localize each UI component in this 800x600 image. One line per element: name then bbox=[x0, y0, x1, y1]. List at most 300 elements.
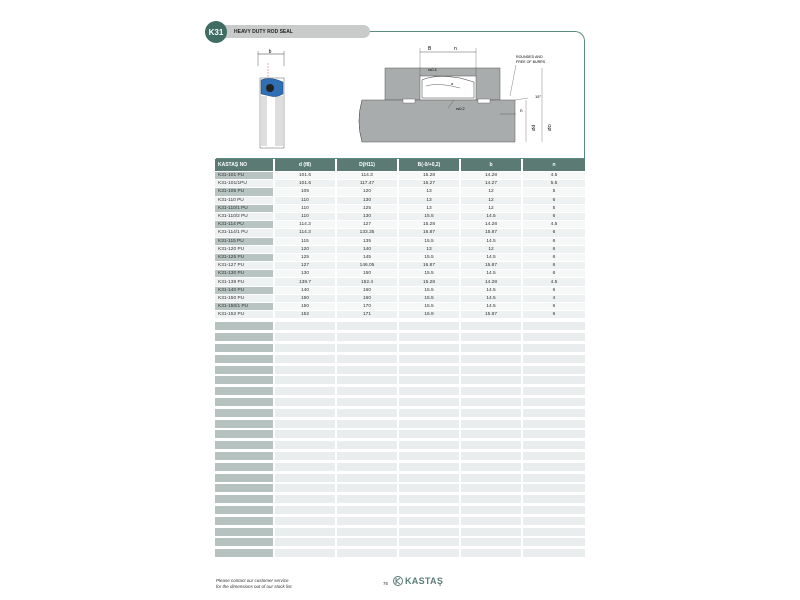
empty-cell bbox=[523, 463, 585, 471]
empty-cell bbox=[461, 398, 523, 406]
empty-table-row bbox=[215, 398, 585, 406]
table-cell: 130 bbox=[275, 270, 337, 278]
rounded-note-1: ROUNDED AND bbox=[516, 55, 543, 59]
empty-cell bbox=[337, 517, 399, 525]
empty-cell bbox=[399, 495, 461, 503]
table-cell: 6 bbox=[523, 238, 585, 246]
empty-cell bbox=[523, 495, 585, 503]
empty-table-row bbox=[215, 441, 585, 449]
page-number: 76 bbox=[383, 581, 389, 586]
table-cell: 133.35 bbox=[337, 229, 399, 237]
empty-cell bbox=[215, 517, 275, 525]
empty-cell bbox=[275, 398, 337, 406]
empty-table-row bbox=[215, 463, 585, 471]
empty-cell bbox=[461, 409, 523, 417]
empty-table-row bbox=[215, 484, 585, 492]
col-header-d: d (f8) bbox=[275, 159, 337, 171]
empty-cell bbox=[275, 344, 337, 352]
part-number-cell: K31-139 PU bbox=[215, 278, 275, 286]
empty-cell bbox=[461, 430, 523, 438]
table-cell: 150 bbox=[275, 303, 337, 311]
table-cell: 114.3 bbox=[275, 221, 337, 229]
empty-table-row bbox=[215, 549, 585, 557]
empty-cell bbox=[461, 538, 523, 546]
empty-cell bbox=[275, 506, 337, 514]
empty-cell bbox=[523, 549, 585, 557]
table-row bbox=[215, 270, 585, 278]
empty-cell bbox=[399, 344, 461, 352]
empty-cell bbox=[275, 355, 337, 363]
table-cell: 15.5 bbox=[399, 287, 461, 295]
empty-table-row bbox=[215, 376, 585, 384]
empty-cell bbox=[275, 549, 337, 557]
table-cell: 114.3 bbox=[337, 172, 399, 180]
empty-cell bbox=[523, 409, 585, 417]
empty-cell bbox=[399, 474, 461, 482]
empty-cell bbox=[523, 344, 585, 352]
table-cell: 14.5 bbox=[461, 303, 523, 311]
table-cell: 170 bbox=[337, 303, 399, 311]
empty-cell bbox=[399, 376, 461, 384]
table-row bbox=[215, 295, 585, 303]
table-cell: 125 bbox=[337, 205, 399, 213]
empty-cell bbox=[399, 549, 461, 557]
part-number-cell: K31-130 PU bbox=[215, 270, 275, 278]
angle-label: 15° bbox=[535, 94, 542, 99]
empty-cell bbox=[337, 398, 399, 406]
empty-table-row bbox=[215, 420, 585, 428]
installation-diagram bbox=[350, 38, 570, 158]
empty-cell bbox=[337, 322, 399, 330]
table-cell: 135 bbox=[337, 238, 399, 246]
table-cell: 117.47 bbox=[337, 180, 399, 188]
table-row bbox=[215, 221, 585, 229]
empty-table-row bbox=[215, 333, 585, 341]
empty-cell bbox=[461, 344, 523, 352]
empty-cell bbox=[337, 333, 399, 341]
part-number-cell: K31-110/1 PU bbox=[215, 205, 275, 213]
part-number-cell: K31-120 PU bbox=[215, 246, 275, 254]
part-number-cell: K31-115 PU bbox=[215, 238, 275, 246]
empty-cell bbox=[399, 441, 461, 449]
col-header-B: B(-0/+0,2) bbox=[399, 159, 461, 171]
empty-cell bbox=[275, 517, 337, 525]
table-cell: 6 bbox=[523, 287, 585, 295]
table-row bbox=[215, 238, 585, 246]
table-row bbox=[215, 311, 585, 319]
table-cell: 120 bbox=[275, 246, 337, 254]
part-number-cell: K31-101 PU bbox=[215, 172, 275, 180]
table-cell: 6 bbox=[523, 303, 585, 311]
empty-table-row bbox=[215, 495, 585, 503]
kastas-logo-text: KASTAŞ bbox=[405, 576, 444, 586]
empty-cell bbox=[337, 452, 399, 460]
table-cell: 15.28 bbox=[399, 172, 461, 180]
table-cell: 4 bbox=[523, 295, 585, 303]
footer-note-line-2: for the dimensions out of our stock list. bbox=[216, 584, 293, 589]
table-cell: 6 bbox=[523, 262, 585, 270]
table-cell: 14.5 bbox=[461, 287, 523, 295]
empty-cell bbox=[275, 474, 337, 482]
table-cell: 15.87 bbox=[461, 229, 523, 237]
table-cell: 127 bbox=[337, 221, 399, 229]
empty-cell bbox=[275, 452, 337, 460]
empty-cell bbox=[337, 506, 399, 514]
empty-cell bbox=[215, 495, 275, 503]
empty-cell bbox=[523, 430, 585, 438]
empty-cell bbox=[399, 387, 461, 395]
empty-cell bbox=[461, 484, 523, 492]
table-cell: 6 bbox=[523, 197, 585, 205]
empty-cell bbox=[337, 474, 399, 482]
table-cell: 4.5 bbox=[523, 172, 585, 180]
empty-table-row bbox=[215, 452, 585, 460]
empty-cell bbox=[461, 463, 523, 471]
table-body bbox=[215, 172, 585, 557]
table-cell: 16.9 bbox=[399, 311, 461, 319]
empty-table-row bbox=[215, 322, 585, 330]
empty-cell bbox=[461, 474, 523, 482]
table-cell: 15.5 bbox=[399, 303, 461, 311]
radius-02-label: r≤0.2 bbox=[456, 107, 465, 111]
dim-n-label: n bbox=[454, 46, 457, 52]
empty-cell bbox=[215, 376, 275, 384]
table-cell: 14.28 bbox=[461, 221, 523, 229]
empty-cell bbox=[215, 333, 275, 341]
empty-table-row bbox=[215, 387, 585, 395]
empty-cell bbox=[399, 430, 461, 438]
table-cell: 6 bbox=[523, 270, 585, 278]
empty-cell bbox=[461, 387, 523, 395]
table-cell: 16.87 bbox=[399, 229, 461, 237]
kastas-logo bbox=[393, 576, 443, 586]
part-number-cell: K31-105 PU bbox=[215, 188, 275, 196]
table-cell: 150 bbox=[337, 270, 399, 278]
table-cell: 15.5 bbox=[399, 295, 461, 303]
product-title bbox=[220, 25, 370, 38]
table-row bbox=[215, 254, 585, 262]
table-cell: 171 bbox=[337, 311, 399, 319]
empty-cell bbox=[523, 322, 585, 330]
table-cell: 125 bbox=[275, 254, 337, 262]
table-cell: 15.28 bbox=[399, 221, 461, 229]
table-cell: 120 bbox=[337, 188, 399, 196]
empty-cell bbox=[215, 484, 275, 492]
empty-cell bbox=[461, 506, 523, 514]
table-cell: 14.27 bbox=[461, 180, 523, 188]
empty-table-row bbox=[215, 538, 585, 546]
table-cell: 5 bbox=[523, 205, 585, 213]
table-cell: 14.28 bbox=[461, 172, 523, 180]
table-cell: 150 bbox=[275, 295, 337, 303]
empty-cell bbox=[275, 430, 337, 438]
empty-cell bbox=[523, 528, 585, 536]
empty-cell bbox=[215, 420, 275, 428]
table-cell: 110 bbox=[275, 213, 337, 221]
table-row bbox=[215, 205, 585, 213]
table-cell: 16.87 bbox=[399, 262, 461, 270]
empty-cell bbox=[523, 376, 585, 384]
table-row bbox=[215, 180, 585, 188]
empty-cell bbox=[275, 528, 337, 536]
table-cell: 14.5 bbox=[461, 213, 523, 221]
dim-b-label: b bbox=[268, 49, 272, 55]
empty-cell bbox=[337, 538, 399, 546]
table-cell: 140 bbox=[337, 246, 399, 254]
table-cell: 115 bbox=[275, 238, 337, 246]
empty-cell bbox=[399, 333, 461, 341]
table-row bbox=[215, 262, 585, 270]
col-header-kastas-no: KASTAŞ NO bbox=[215, 159, 275, 171]
seal-profile-diagram bbox=[240, 48, 300, 158]
empty-cell bbox=[215, 452, 275, 460]
empty-cell bbox=[215, 441, 275, 449]
product-badge: K31 bbox=[205, 21, 227, 43]
empty-cell bbox=[215, 474, 275, 482]
empty-cell bbox=[275, 409, 337, 417]
empty-cell bbox=[337, 495, 399, 503]
table-cell: 6 bbox=[523, 311, 585, 319]
empty-cell bbox=[215, 506, 275, 514]
empty-cell bbox=[523, 474, 585, 482]
table-row bbox=[215, 188, 585, 196]
table-cell: 110 bbox=[275, 197, 337, 205]
empty-cell bbox=[523, 517, 585, 525]
empty-cell bbox=[461, 376, 523, 384]
empty-cell bbox=[523, 484, 585, 492]
empty-cell bbox=[523, 387, 585, 395]
part-number-cell: K31-125 PU bbox=[215, 254, 275, 262]
empty-cell bbox=[215, 430, 275, 438]
rounded-note-2: FREE OF BURRS bbox=[516, 60, 546, 64]
table-cell: 15.5 bbox=[399, 270, 461, 278]
part-number-cell: K31-110/2 PU bbox=[215, 213, 275, 221]
table-cell: 130 bbox=[337, 213, 399, 221]
part-number-cell: K31-127 PU bbox=[215, 262, 275, 270]
empty-cell bbox=[275, 366, 337, 374]
table-cell: 140 bbox=[275, 287, 337, 295]
part-number-cell: K31-152 PU bbox=[215, 311, 275, 319]
empty-cell bbox=[215, 398, 275, 406]
empty-cell bbox=[215, 549, 275, 557]
table-cell: 13 bbox=[399, 246, 461, 254]
empty-cell bbox=[399, 484, 461, 492]
table-cell: 13 bbox=[399, 205, 461, 213]
table-cell: 15.5 bbox=[399, 238, 461, 246]
table-cell: 14.5 bbox=[461, 254, 523, 262]
empty-cell bbox=[461, 517, 523, 525]
empty-cell bbox=[399, 355, 461, 363]
empty-cell bbox=[461, 441, 523, 449]
table-row bbox=[215, 303, 585, 311]
empty-cell bbox=[461, 366, 523, 374]
table-cell: 15.5 bbox=[399, 254, 461, 262]
radius-04-label: r≤0.4 bbox=[428, 68, 437, 72]
dim-n2-label: n bbox=[520, 108, 523, 113]
empty-cell bbox=[337, 409, 399, 417]
empty-cell bbox=[461, 420, 523, 428]
empty-cell bbox=[337, 463, 399, 471]
empty-cell bbox=[275, 420, 337, 428]
table-cell: 12 bbox=[461, 197, 523, 205]
empty-cell bbox=[215, 409, 275, 417]
empty-cell bbox=[337, 528, 399, 536]
empty-cell bbox=[461, 528, 523, 536]
empty-table-row bbox=[215, 474, 585, 482]
dimensions-table bbox=[215, 159, 585, 560]
table-cell: 5 bbox=[523, 188, 585, 196]
table-cell: 12 bbox=[461, 205, 523, 213]
empty-cell bbox=[523, 506, 585, 514]
empty-cell bbox=[215, 538, 275, 546]
table-cell: 6 bbox=[523, 213, 585, 221]
empty-cell bbox=[523, 333, 585, 341]
table-cell: 12 bbox=[461, 246, 523, 254]
empty-cell bbox=[215, 528, 275, 536]
table-cell: 4.5 bbox=[523, 278, 585, 286]
table-cell: 130 bbox=[337, 197, 399, 205]
empty-cell bbox=[215, 344, 275, 352]
empty-cell bbox=[461, 549, 523, 557]
table-cell: 15.28 bbox=[399, 278, 461, 286]
empty-cell bbox=[399, 517, 461, 525]
empty-cell bbox=[337, 549, 399, 557]
part-number-cell: K31-110 PU bbox=[215, 197, 275, 205]
empty-cell bbox=[523, 398, 585, 406]
table-cell: 6 bbox=[523, 254, 585, 262]
table-cell: 6 bbox=[523, 246, 585, 254]
empty-table-row bbox=[215, 366, 585, 374]
table-cell: 160 bbox=[337, 295, 399, 303]
part-number-cell: K31-114/1 PU bbox=[215, 229, 275, 237]
empty-cell bbox=[399, 452, 461, 460]
empty-cell bbox=[275, 376, 337, 384]
table-cell: 114.3 bbox=[275, 229, 337, 237]
empty-table-row bbox=[215, 409, 585, 417]
empty-cell bbox=[461, 322, 523, 330]
empty-cell bbox=[461, 355, 523, 363]
table-cell: 127 bbox=[275, 262, 337, 270]
kastas-logo-icon bbox=[393, 576, 403, 586]
empty-cell bbox=[461, 495, 523, 503]
empty-table-row bbox=[215, 528, 585, 536]
table-cell: 14.5 bbox=[461, 270, 523, 278]
empty-cell bbox=[275, 484, 337, 492]
empty-table-row bbox=[215, 355, 585, 363]
catalog-page bbox=[200, 18, 600, 593]
dim-phi-D-label: ØD bbox=[547, 124, 552, 131]
empty-cell bbox=[275, 538, 337, 546]
table-cell: 160 bbox=[337, 287, 399, 295]
empty-cell bbox=[399, 538, 461, 546]
empty-cell bbox=[523, 420, 585, 428]
table-cell: 101.6 bbox=[275, 180, 337, 188]
dim-B-label: B bbox=[428, 46, 432, 52]
table-cell: 139.7 bbox=[275, 278, 337, 286]
table-cell: 15.87 bbox=[461, 311, 523, 319]
table-cell: 105 bbox=[275, 188, 337, 196]
part-number-cell: K31-101/1PU bbox=[215, 180, 275, 188]
empty-cell bbox=[399, 322, 461, 330]
empty-cell bbox=[337, 430, 399, 438]
table-cell: 14.5 bbox=[461, 238, 523, 246]
empty-cell bbox=[215, 366, 275, 374]
table-cell: 6 bbox=[523, 229, 585, 237]
table-cell: 14.28 bbox=[461, 278, 523, 286]
empty-cell bbox=[215, 322, 275, 330]
table-cell: 146.05 bbox=[337, 262, 399, 270]
empty-cell bbox=[523, 366, 585, 374]
col-header-D: D(H11) bbox=[337, 159, 399, 171]
empty-cell bbox=[275, 333, 337, 341]
table-cell: 110 bbox=[275, 205, 337, 213]
table-cell: 15.87 bbox=[461, 262, 523, 270]
table-cell: 152 bbox=[275, 311, 337, 319]
table-row bbox=[215, 246, 585, 254]
empty-cell bbox=[461, 333, 523, 341]
empty-cell bbox=[275, 441, 337, 449]
table-row bbox=[215, 278, 585, 286]
table-cell: 101.6 bbox=[275, 172, 337, 180]
table-row bbox=[215, 197, 585, 205]
empty-cell bbox=[275, 463, 337, 471]
empty-cell bbox=[523, 452, 585, 460]
table-cell: 13 bbox=[399, 197, 461, 205]
table-cell: 15.5 bbox=[399, 213, 461, 221]
empty-cell bbox=[275, 322, 337, 330]
col-header-n: n bbox=[552, 162, 556, 168]
empty-cell bbox=[337, 344, 399, 352]
empty-cell bbox=[337, 355, 399, 363]
table-cell: 145 bbox=[337, 254, 399, 262]
empty-cell bbox=[275, 387, 337, 395]
alpha-label: α bbox=[451, 81, 454, 86]
empty-cell bbox=[399, 420, 461, 428]
empty-cell bbox=[399, 398, 461, 406]
part-number-cell: K31-114 PU bbox=[215, 221, 275, 229]
part-number-cell: K31-140 PU bbox=[215, 287, 275, 295]
empty-cell bbox=[399, 506, 461, 514]
table-header bbox=[215, 159, 585, 171]
empty-cell bbox=[399, 366, 461, 374]
empty-cell bbox=[215, 387, 275, 395]
table-row bbox=[215, 287, 585, 295]
empty-cell bbox=[523, 355, 585, 363]
table-row bbox=[215, 172, 585, 180]
empty-cell bbox=[399, 528, 461, 536]
dim-phi-d-label: Ød bbox=[531, 124, 536, 131]
table-cell: 12 bbox=[461, 188, 523, 196]
empty-table-row bbox=[215, 517, 585, 525]
empty-cell bbox=[337, 484, 399, 492]
empty-cell bbox=[399, 463, 461, 471]
empty-cell bbox=[337, 376, 399, 384]
empty-cell bbox=[215, 355, 275, 363]
empty-cell bbox=[337, 366, 399, 374]
empty-cell bbox=[523, 441, 585, 449]
empty-cell bbox=[215, 463, 275, 471]
part-number-cell: K31-150 PU bbox=[215, 295, 275, 303]
col-header-b: b bbox=[461, 159, 523, 171]
table-cell: 4.5 bbox=[523, 221, 585, 229]
table-cell: 14.5 bbox=[461, 295, 523, 303]
footer-note bbox=[216, 578, 293, 590]
footer-note-line-1: Please contact our customer service bbox=[216, 578, 289, 583]
empty-cell bbox=[523, 538, 585, 546]
empty-cell bbox=[399, 409, 461, 417]
empty-table-row bbox=[215, 430, 585, 438]
table-row bbox=[215, 229, 585, 237]
